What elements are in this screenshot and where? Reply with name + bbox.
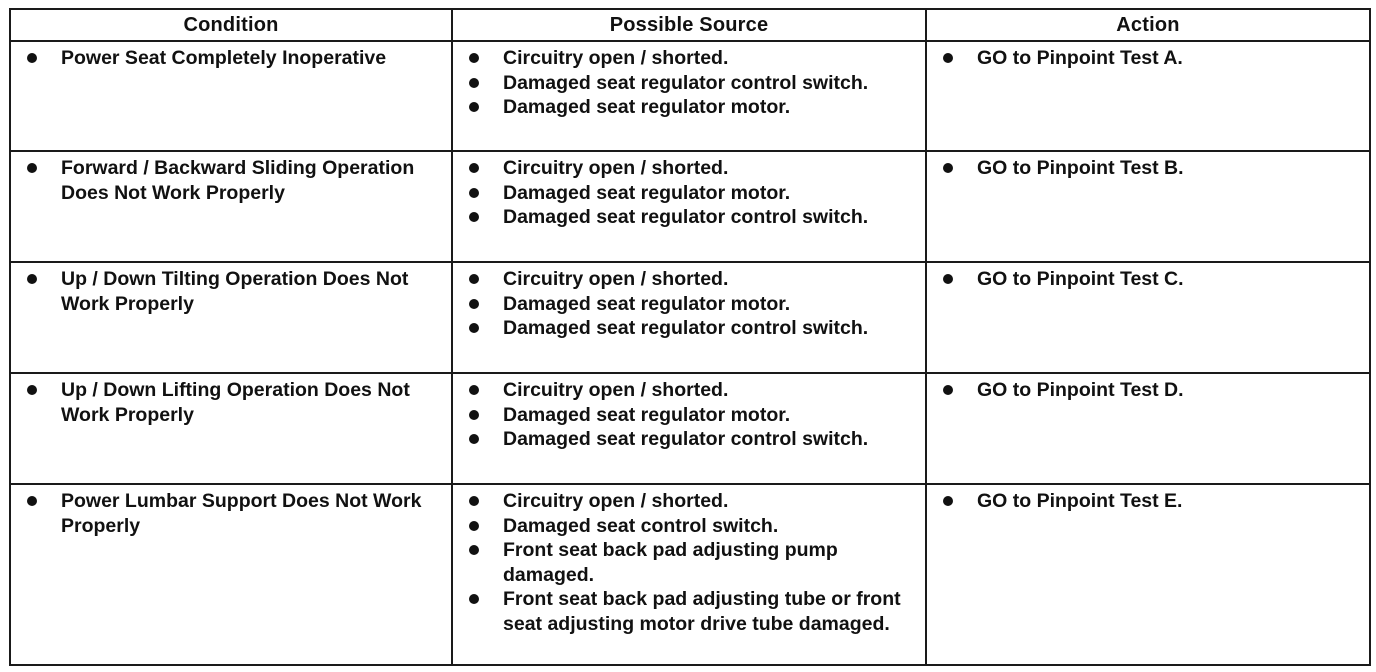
action-text: GO to Pinpoint Test E.: [977, 490, 1183, 512]
bullet-icon: [27, 163, 37, 173]
possible-source-cell: [452, 373, 926, 484]
source-text: Damaged seat control switch.: [503, 514, 779, 537]
table-row: [10, 373, 1370, 484]
source-text: Front seat back pad adjusting pump damaged.: [503, 539, 838, 586]
bullet-icon: [469, 521, 479, 531]
source-text: Damaged seat regulator control switch.: [503, 428, 869, 450]
table-row: [10, 484, 1370, 665]
possible-source-cell: [452, 151, 926, 262]
action-text: GO to Pinpoint Test C.: [977, 268, 1184, 290]
condition-text: Power Seat Completely Inoperative: [61, 47, 387, 69]
action-cell: [926, 373, 1370, 484]
list-item: [23, 46, 443, 71]
list-item: [465, 316, 917, 341]
list-item: [465, 587, 917, 636]
source-text: Damaged seat regulator motor.: [503, 292, 791, 315]
action-text: GO to Pinpoint Test A.: [977, 47, 1183, 69]
bullet-icon: [943, 53, 953, 63]
condition-cell: [10, 484, 452, 665]
action-cell: [926, 151, 1370, 262]
bullet-icon: [469, 212, 479, 222]
bullet-icon: [27, 385, 37, 395]
source-text: Damaged seat regulator motor.: [503, 96, 791, 118]
bullet-icon: [943, 496, 953, 506]
list-item: [465, 71, 917, 96]
bullet-icon: [27, 274, 37, 284]
source-text: Circuitry open / shorted.: [503, 490, 729, 512]
bullet-icon: [469, 323, 479, 333]
list-item: [939, 156, 1361, 181]
condition-cell: [10, 373, 452, 484]
list-item: [465, 205, 917, 230]
diagnosis-table: [9, 8, 1371, 666]
possible-source-cell: [452, 484, 926, 665]
table-row: [10, 151, 1370, 262]
list-item: [465, 489, 917, 514]
bullet-icon: [943, 163, 953, 173]
list-item: [465, 538, 917, 587]
bullet-icon: [469, 410, 479, 420]
list-item: [465, 46, 917, 71]
action-text: GO to Pinpoint Test B.: [977, 157, 1184, 179]
bullet-icon: [469, 434, 479, 444]
list-item: [939, 489, 1361, 514]
table-row: [10, 41, 1370, 151]
bullet-icon: [469, 545, 479, 555]
list-item: [465, 292, 917, 317]
list-item: [23, 378, 443, 427]
condition-text: Up / Down Tilting Operation Does Not Work Properly: [61, 268, 409, 315]
list-item: [465, 427, 917, 452]
possible-source-cell: [452, 41, 926, 151]
header-condition: Condition: [10, 9, 452, 41]
source-text: Damaged seat regulator motor.: [503, 403, 791, 426]
bullet-icon: [943, 274, 953, 284]
condition-cell: [10, 41, 452, 151]
list-item: [465, 378, 917, 403]
bullet-icon: [469, 496, 479, 506]
list-item: [465, 514, 917, 539]
possible-source-cell: [452, 262, 926, 373]
list-item: [465, 267, 917, 292]
list-item: [939, 267, 1361, 292]
source-text: Circuitry open / shorted.: [503, 157, 729, 179]
list-item: [465, 403, 917, 428]
bullet-icon: [943, 385, 953, 395]
condition-cell: [10, 262, 452, 373]
source-text: Damaged seat regulator control switch.: [503, 206, 869, 228]
list-item: [465, 156, 917, 181]
condition-cell: [10, 151, 452, 262]
action-cell: [926, 262, 1370, 373]
bullet-icon: [469, 188, 479, 198]
bullet-icon: [469, 274, 479, 284]
condition-text: Forward / Backward Sliding Operation Does Not Work Properly: [61, 157, 415, 204]
list-item: [23, 267, 443, 316]
bullet-icon: [469, 102, 479, 112]
source-text: Circuitry open / shorted.: [503, 268, 729, 290]
source-text: Damaged seat regulator control switch.: [503, 317, 869, 339]
list-item: [465, 181, 917, 206]
header-possible-source: Possible Source: [452, 9, 926, 41]
header-action: Action: [926, 9, 1370, 41]
bullet-icon: [469, 594, 479, 604]
bullet-icon: [27, 496, 37, 506]
condition-text: Up / Down Lifting Operation Does Not Work Properly: [61, 379, 410, 426]
list-item: [939, 378, 1361, 403]
bullet-icon: [469, 385, 479, 395]
bullet-icon: [469, 163, 479, 173]
list-item: [939, 46, 1361, 71]
list-item: [23, 156, 443, 205]
list-item: [23, 489, 443, 538]
action-text: GO to Pinpoint Test D.: [977, 379, 1184, 401]
table-row: [10, 262, 1370, 373]
source-text: Front seat back pad adjusting tube or front seat adjusting motor drive tube damaged.: [503, 588, 901, 635]
bullet-icon: [469, 299, 479, 309]
header-row: [10, 9, 1370, 41]
source-text: Damaged seat regulator control switch.: [503, 71, 869, 94]
bullet-icon: [27, 53, 37, 63]
action-cell: [926, 484, 1370, 665]
source-text: Circuitry open / shorted.: [503, 47, 729, 69]
list-item: [465, 95, 917, 120]
source-text: Circuitry open / shorted.: [503, 379, 729, 401]
bullet-icon: [469, 78, 479, 88]
bullet-icon: [469, 53, 479, 63]
action-cell: [926, 41, 1370, 151]
source-text: Damaged seat regulator motor.: [503, 181, 791, 204]
condition-text: Power Lumbar Support Does Not Work Properly: [61, 490, 422, 537]
